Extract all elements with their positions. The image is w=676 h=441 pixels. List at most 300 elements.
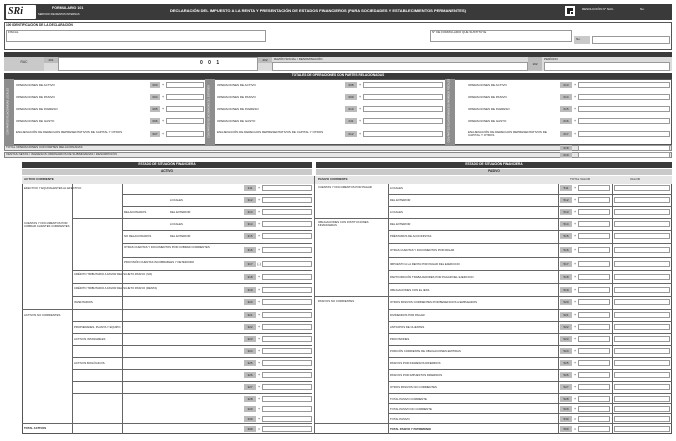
row-rule [72,270,312,271]
amount-field[interactable] [578,416,610,422]
amount-field[interactable] [262,261,312,267]
total-field[interactable] [614,274,670,280]
row-detail: OTRAS CUENTAS Y DOCUMENTOS POR COBRAR CORRIENTES [124,245,210,249]
total-field[interactable] [614,197,670,203]
row-detail: PRÉSTAMOS DE ACCIONISTAS [390,234,432,238]
qr-code-icon [565,6,575,16]
plus-sign: + [573,407,577,411]
plus-sign: + [573,248,577,252]
row-rule [388,403,672,404]
amount-field[interactable] [578,336,610,342]
estado-left-title: ESTADO DE SITUACIÓN FINANCIERA [138,162,196,166]
plus-sign: + [257,222,261,226]
row-rule [122,230,312,231]
row-code: 014 [560,94,572,100]
row-code: 010 [345,106,357,112]
row-detail: DEL EXTERIOR [170,234,191,238]
row-code: 328 [244,396,256,402]
estado-center-divider [314,176,315,434]
plus-sign: + [573,222,577,226]
row-rule [72,218,312,219]
total-field[interactable] [614,312,670,318]
amount-field[interactable] [262,299,312,305]
row-code: 322 [244,324,256,330]
form-number: FORMULARIO 101 [52,6,84,10]
row-code: 015 [560,106,572,112]
row-rule [72,296,312,297]
plus-sign: + [573,95,577,99]
amount-field[interactable] [262,287,312,293]
row-code: 311 [244,185,256,191]
row-subgroup: ACTIVOS BIOLÓGICOS [74,361,105,365]
total-field[interactable] [614,247,670,253]
minus-sign: (-) [257,262,261,266]
plus-sign: + [573,107,577,111]
plus-sign: + [573,313,577,317]
estado-left-sub: ACTIVO [160,169,174,173]
plus-sign: + [358,119,362,123]
row-code: 514 [560,221,572,227]
amount-field[interactable] [578,94,670,100]
plus-sign: + [573,349,577,353]
amount-field[interactable] [578,299,610,305]
row-code: 526 [560,372,572,378]
subsidiarias-field[interactable] [578,152,670,158]
row-rule [388,345,672,346]
row-group: OBLIGACIONES CON INSTITUCIONES FINANCIERAS [318,220,369,228]
estado-right-sub: PASIVO [488,169,500,173]
row-rule [388,283,672,284]
subsidiarias-label: VENTAS NETAS / INGRESOS ORDINARIOS DE SUBSIDIARIAS / DESCRIPCIÓN [6,152,117,156]
amount-field[interactable] [166,131,204,137]
row-code: 321 [244,312,256,318]
plus-sign: + [161,83,165,87]
plus-sign: + [257,210,261,214]
amount-field[interactable] [262,221,312,227]
total-field[interactable] [614,336,670,342]
periodo-label: PERÍODO [544,57,558,61]
row-code: 317 [244,261,256,267]
plus-sign: + [161,107,165,111]
row-rule [388,413,672,414]
row-rule [388,393,672,394]
row-rule [388,257,672,258]
razon-social-field[interactable] [272,62,528,71]
row-detail: OBLIGACIONES CON EL IESS [390,288,430,292]
row-code: 511 [560,185,572,191]
amount-field[interactable] [578,261,610,267]
row-rule [22,309,312,310]
identification-title: 100 IDENTIFICACIÓN DE LA DECLARACIÓN [6,23,73,27]
amount-field[interactable] [262,426,312,432]
row-code: 017 [560,131,572,137]
row-detail: DEL EXTERIOR [390,198,411,202]
row-rule [72,333,312,334]
row-detail: ANTICIPOS DE CLIENTES [390,325,425,329]
row-detail: OTROS PASIVOS CORRIENTES POR BENEFICIOS A EMPLEADOS [390,300,477,304]
row-label: ENAJENACIÓN DE DERECHOS REPRESENTATIVOS DE CAPITAL Y OTROS [16,130,123,134]
row-code: 016 [560,118,572,124]
row-detail: LOCALES [170,198,183,202]
sri-subtitle: SERVICIO DE RENTAS INTERNAS [38,13,80,16]
amount-field[interactable] [262,348,312,354]
row-label: OPERACIONES DE PASIVO [16,95,55,99]
plus-sign: + [573,385,577,389]
row-rule [388,321,672,322]
number-field[interactable] [592,36,670,44]
side-label-local: CON PARTES RELACIONADAS LOCALES [6,88,10,135]
row-group: CUENTAS Y DOCUMENTOS POR COBRAR CLIENTES CORRIENTES [24,221,70,229]
row-rule [122,194,312,195]
plus-sign: + [257,325,261,329]
row-code: 008 [345,82,357,88]
plus-sign: + [573,234,577,238]
row-label: OPERACIONES DE GASTO [16,119,55,123]
ruc-code: 201 [44,57,58,63]
plus-sign: + [573,361,577,365]
total-field[interactable] [614,287,670,293]
amount-field[interactable] [262,247,312,253]
amount-field[interactable] [578,82,670,88]
total-field[interactable] [614,426,670,432]
plus-sign: + [257,248,261,252]
row-code: 004 [150,94,160,100]
total-field[interactable] [614,416,670,422]
amount-field[interactable] [363,131,443,137]
amount-field[interactable] [262,324,312,330]
estado-right-title: ESTADO DE SITUACIÓN FINANCIERA [465,162,523,166]
substitute-form-label: N° DE FORMULARIO QUE SUSTITUYE [432,30,487,34]
amount-field[interactable] [262,274,312,280]
amount-field[interactable] [166,94,204,100]
row-rule [388,243,672,244]
plus-sign: + [257,361,261,365]
amount-field[interactable] [262,396,312,402]
total-field[interactable] [614,209,670,215]
row-rule [72,369,312,370]
row-code: 516 [560,247,572,253]
estado-right-group: PASIVO CORRIENTE [318,177,348,181]
amount-field[interactable] [578,247,610,253]
row-label: ENAJENACIÓN DE DERECHOS REPRESENTATIVOS DE CAPITAL Y OTROS [468,130,547,138]
row-subgroup: RELACIONADOS [124,210,147,214]
amount-field[interactable] [578,406,610,412]
row-code: 324 [244,348,256,354]
amount-field[interactable] [578,426,610,432]
amount-field[interactable] [578,106,670,112]
amount-field[interactable] [578,118,670,124]
row-code: 522 [560,324,572,330]
total-field[interactable] [614,324,670,330]
total-field[interactable] [614,372,670,378]
total-field[interactable] [614,233,670,239]
resolution-code: No. [640,7,645,11]
row-rule [122,243,312,244]
row-rule [122,257,312,258]
row-code: 513 [560,209,572,215]
row-detail: PORCIÓN CORRIENTE DE OBLIGACIONES EMITIDAS [390,349,461,353]
row-code: 007 [150,131,160,137]
related-parties-title: TOTALES DE OPERACIONES CON PARTES RELACIONADAS [291,73,385,77]
row-code: 011 [345,118,357,124]
plus-sign: + [573,132,577,136]
row-code: 326 [244,372,256,378]
related-total-field[interactable] [578,145,670,151]
plus-sign: + [573,186,577,190]
row-rule [388,194,672,195]
row-code: 312 [244,197,256,203]
plus-sign: + [161,119,165,123]
amount-field[interactable] [262,384,312,390]
amount-field[interactable] [262,336,312,342]
plus-sign: + [257,234,261,238]
row-rule [72,381,312,382]
plus-sign: + [573,198,577,202]
amount-field[interactable] [578,185,610,191]
row-code: 316 [244,247,256,253]
amount-field[interactable] [363,106,443,112]
amount-field[interactable] [578,233,610,239]
plus-sign: + [257,198,261,202]
amount-field[interactable] [166,118,204,124]
razon-label: RAZÓN SOCIAL / DENOMINACIÓN [274,57,323,61]
row-code: 528 [560,396,572,402]
row-code: 525 [560,360,572,366]
row-code: 314 [244,221,256,227]
row-subgroup: ACTIVOS INTANGIBLES [74,337,106,341]
row-code: 515 [560,233,572,239]
row-code: 325 [244,360,256,366]
row-label: OPERACIONES DE INGRESO [16,107,58,111]
plus-sign: + [573,288,577,292]
plus-sign: + [257,385,261,389]
total-field[interactable] [614,299,670,305]
amount-field[interactable] [578,197,610,203]
row-rule [388,230,672,231]
row-rule [72,393,312,394]
row-rule [388,206,672,207]
periodo-field[interactable] [544,62,670,71]
row-label: OPERACIONES DE GASTO [217,119,256,123]
row-label: ENAJENACIÓN DE DERECHOS REPRESENTATIVOS DE CAPITAL Y OTROS [217,130,324,134]
amount-field[interactable] [363,94,443,100]
row-code: 527 [560,384,572,390]
fiscal-field[interactable] [6,30,266,42]
amount-field[interactable] [262,372,312,378]
estado-col-total: TOTAL VALOR [570,177,591,181]
row-code: 530 [560,416,572,422]
row-label: OPERACIONES DE ACTIVO [217,83,256,87]
plus-sign: + [573,397,577,401]
fiscal-label: FISCAL [8,30,19,34]
row-group: ACTIVOS NO CORRIENTES [24,313,61,317]
row-group: CUENTAS Y DOCUMENTOS POR PAGAR [318,185,372,189]
row-rule [22,423,312,424]
amount-field[interactable] [578,324,610,330]
row-label: OPERACIONES DE PASIVO [217,95,256,99]
plus-sign: + [573,262,577,266]
amount-field[interactable] [262,312,312,318]
row-rule [388,369,672,370]
amount-field[interactable] [578,372,610,378]
amount-field[interactable] [578,360,610,366]
amount-field[interactable] [578,384,610,390]
row-detail: DIVIDENDOS POR PAGAR [390,313,425,317]
amount-field[interactable] [262,197,312,203]
row-label: OPERACIONES DE ACTIVO [468,83,507,87]
row-code: 012 [345,131,357,137]
total-field[interactable] [614,360,670,366]
row-code: 323 [244,336,256,342]
row-detail: PASIVOS POR INGRESOS DIFERIDOS [390,361,441,365]
row-rule [72,321,312,322]
row-group: PASIVOS NO CORRIENTES [318,299,355,303]
row-code: 399 [244,426,256,432]
row-rule [72,357,312,358]
row-detail: TOTAL PASIVO Y PATRIMONIO [390,427,431,431]
plus-sign: + [358,132,362,136]
amount-field[interactable] [262,185,312,191]
amount-field[interactable] [578,221,610,227]
row-detail: TOTAL PASIVO CORRIENTE [390,397,427,401]
equals-sign: = [573,417,577,421]
amount-field[interactable] [262,209,312,215]
number-label: No. [576,37,581,41]
amount-field[interactable] [578,131,670,137]
subsidiarias-code: 019 [560,152,572,158]
periodo-code: 102 [528,57,542,71]
amount-field[interactable] [578,396,610,402]
total-field[interactable] [614,396,670,402]
row-code: 329 [244,406,256,412]
row-code: 524 [560,348,572,354]
row-detail: OTRAS CUENTAS Y DOCUMENTOS POR PAGAR [390,248,455,252]
row-code: 005 [150,106,160,112]
related-total-code: 018 [560,145,572,151]
amount-field[interactable] [166,106,204,112]
plus-sign: + [257,275,261,279]
resolution-label: RESOLUCIÓN N° NAC- [582,7,615,11]
row-detail: DEL EXTERIOR [170,210,191,214]
plus-sign: + [161,132,165,136]
amount-field[interactable] [262,416,312,422]
total-field[interactable] [614,384,670,390]
row-code: 013 [560,82,572,88]
amount-field[interactable] [262,233,312,239]
row-detail: PROVISIONES [390,337,410,341]
estado-left-group: ACTIVO CORRIENTE [24,177,54,181]
amount-field[interactable] [578,287,610,293]
related-total-label: TOTAL OPERACIONES CON PARTES RELACIONADAS [6,145,83,149]
row-rule [388,309,672,310]
row-code: 315 [244,233,256,239]
row-subgroup: PROPIEDADES, PLANTA Y EQUIPO [74,325,121,329]
plus-sign: + [358,107,362,111]
row-code: 009 [345,94,357,100]
form-title: DECLARACIÓN DEL IMPUESTO A LA RENTA Y PRESENTACIÓN DE ESTADOS FINANCIEROS (PARA SOCIEDADES Y ESTABLECIMIENTOS PERMANENTES) [170,8,466,13]
plus-sign: + [257,417,261,421]
amount-field[interactable] [578,312,610,318]
row-detail: PASIVOS POR IMPUESTOS DIFERIDOS [390,373,443,377]
row-detail: TOTAL PASIVO [390,417,410,421]
amount-field[interactable] [578,348,610,354]
equals-sign: = [573,427,577,431]
side-label-paraisos: CON PARTES RELACIONADAS EN PARAÍSOS FISCALES [447,78,451,143]
sri-logo-text: SRi [8,6,24,17]
row-rule [122,206,312,207]
row-code: 327 [244,384,256,390]
amount-field[interactable] [578,209,610,215]
razon-code: 202 [258,57,272,63]
row-code: 320 [244,299,256,305]
row-code: 313 [244,209,256,215]
amount-field[interactable] [166,82,204,88]
ruc-label: RUC [20,60,28,64]
plus-sign: + [257,373,261,377]
plus-sign: + [257,407,261,411]
row-rule [388,381,672,382]
plus-sign: + [573,325,577,329]
plus-sign: + [161,95,165,99]
ruc-field[interactable] [58,57,258,71]
row-code: 518 [560,274,572,280]
plus-sign: + [257,349,261,353]
plus-sign: + [573,119,577,123]
row-code: 512 [560,197,572,203]
total-field[interactable] [614,185,670,191]
plus-sign: + [573,275,577,279]
ruc-value: 0 0 1 [200,60,222,66]
plus-sign: + [358,83,362,87]
plus-sign: + [257,313,261,317]
row-group: TOTAL ACTIVOS [24,426,47,430]
row-code: 521 [560,312,572,318]
amount-field[interactable] [262,360,312,366]
total-field[interactable] [614,406,670,412]
plus-sign: + [573,373,577,377]
plus-sign: + [257,288,261,292]
row-subgroup: CRÉDITO TRIBUTARIO A FAVOR DEL SUJETO PASIVO (IVA) [74,272,153,276]
row-detail: DEL EXTERIOR [390,222,411,226]
total-field[interactable] [614,221,670,227]
row-rule [314,423,672,424]
row-detail: IMPUESTO A LA RENTA POR PAGAR DEL EJERCICIO [390,262,460,266]
row-detail: TOTAL PASIVO NO CORRIENTE [390,407,432,411]
row-detail: LOCALES [390,210,403,214]
plus-sign: + [257,186,261,190]
row-rule [388,270,672,271]
plus-sign: + [358,95,362,99]
row-label: OPERACIONES DE GASTO [468,119,507,123]
row-subgroup: CRÉDITO TRIBUTARIO A FAVOR DEL SUJETO PASIVO (RENTA) [74,286,158,290]
plus-sign: + [573,337,577,341]
plus-sign: + [257,397,261,401]
row-code: 517 [560,261,572,267]
amount-field[interactable] [262,406,312,412]
row-rule [388,357,672,358]
amount-field[interactable] [363,118,443,124]
row-detail: LOCALES [390,186,403,190]
plus-sign: + [573,210,577,214]
row-label: OPERACIONES DE INGRESO [468,107,510,111]
total-field[interactable] [614,261,670,267]
amount-field[interactable] [578,274,610,280]
amount-field[interactable] [363,82,443,88]
plus-sign: + [573,300,577,304]
row-label: OPERACIONES DE PASIVO [468,95,507,99]
plus-sign: + [573,83,577,87]
total-field[interactable] [614,348,670,354]
